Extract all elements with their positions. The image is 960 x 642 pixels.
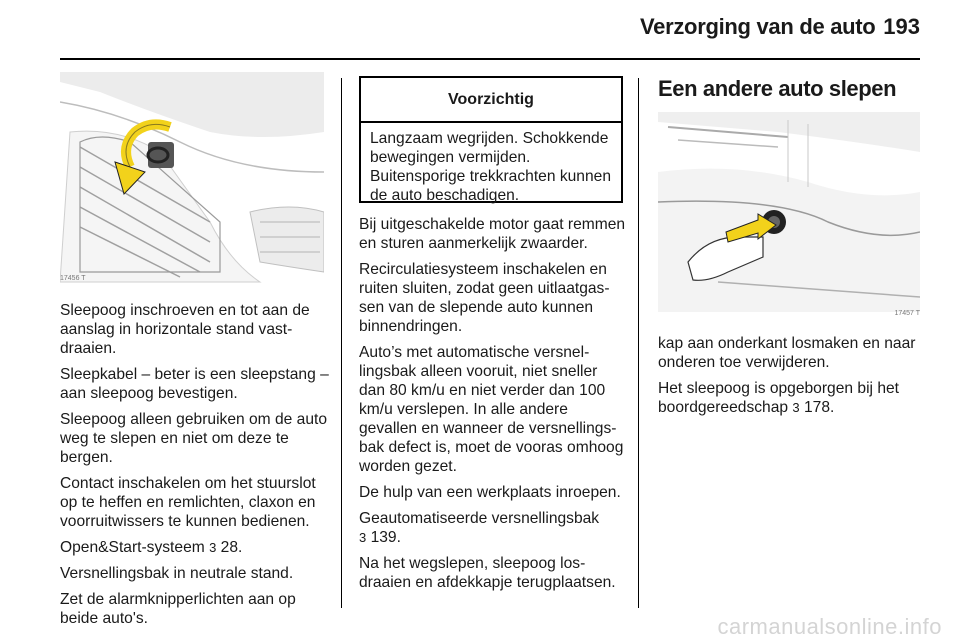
header-rule <box>60 58 920 60</box>
cross-reference[interactable] <box>60 538 330 557</box>
figure-number: 17457 T <box>894 310 920 317</box>
page-number: 193 <box>883 14 920 39</box>
paragraph: Sleepkabel – beter is een sleepstang – aan sleepoog bevestigen. <box>60 366 329 402</box>
ref-page: 139. <box>370 529 401 546</box>
ref-page: 28. <box>220 539 243 556</box>
paragraph: Bij uitgeschakelde motor gaat remmen en sturen aanmerkelijk zwaarder. <box>359 216 626 252</box>
tow-eye-illustration <box>60 72 324 286</box>
paragraph: Contact inschakelen om het stuurslot op te heffen en remlichten, claxon en voorruitwissers te kunnen bedienen. <box>60 475 316 530</box>
watermark: carmanualsonline.info <box>717 614 942 639</box>
paragraph: Na het wegslepen, sleepoog losdraaien en afdekkapje terugplaatsen. <box>359 555 616 591</box>
ref-text: Geautomatiseerde versnellingsbak <box>359 510 600 527</box>
left-column-text <box>60 301 330 635</box>
caution-title: Voorzichtig <box>361 78 621 123</box>
page-title: Verzorging van de auto <box>640 14 876 39</box>
section-title: Een andere auto slepen <box>658 76 897 101</box>
cross-reference[interactable] <box>658 379 926 417</box>
right-column-text <box>658 334 926 424</box>
cross-reference-arrow-icon: 3 <box>359 530 367 545</box>
paragraph: Versnellingsbak in neutrale stand. <box>60 565 294 582</box>
ref-page: 178. <box>803 399 835 416</box>
caution-box <box>359 76 623 203</box>
paragraph: Sleepoog alleen gebruiken om de auto weg te slepen en niet om deze te bergen. <box>60 411 328 466</box>
column-divider-left <box>341 78 342 608</box>
paragraph: De hulp van een werkplaats inroepen. <box>359 484 621 501</box>
paragraph: Zet de alarmknipperlichten aan op beide auto's. <box>60 591 296 627</box>
column-divider-right <box>638 78 639 608</box>
caution-text: Langzaam wegrijden. Schokkende bewegingen vermijden. Buitensporige trekkrachten kunnen de auto beschadigen. <box>370 130 611 204</box>
page-header <box>620 14 920 44</box>
paragraph: Recirculatiesysteem inschakelen en ruiten sluiten, zodat geen uitlaatgassen van de slepende auto kunnen binnendringen. <box>359 261 610 335</box>
figure-number: 17456 T <box>60 275 86 282</box>
cross-reference[interactable] <box>359 509 627 547</box>
ref-text: Het sleepoog is opgeborgen bij het boordgereedschap <box>658 380 900 416</box>
paragraph: Auto’s met automatische versnellingsbak alleen vooruit, niet sneller dan 80 km/u en niet verder dan 100 km/u verslepen. In alle andere gevallen en wanneer de versnellingsbak defect is, moet de vooras omhoog worden gezet. <box>359 344 624 475</box>
paragraph: Sleepoog inschroeven en tot aan de aanslag in horizontale stand vastdraaien. <box>60 302 310 357</box>
ref-text: Open&Start-systeem <box>60 539 205 556</box>
paragraph: kap aan onderkant losmaken en naar onderen toe verwijderen. <box>658 335 916 371</box>
cross-reference-arrow-icon: 3 <box>792 400 800 415</box>
cross-reference-arrow-icon: 3 <box>209 540 217 555</box>
towing-cover-illustration <box>658 112 920 322</box>
middle-column-text <box>359 215 627 599</box>
